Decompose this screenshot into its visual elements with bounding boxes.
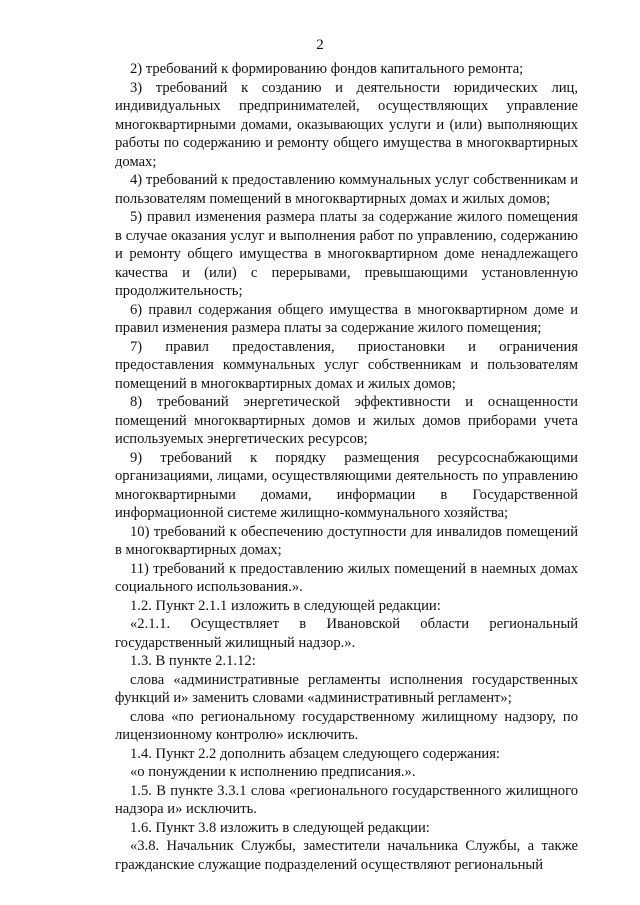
paragraph: «о понуждении к исполнению предписания.». bbox=[130, 764, 416, 780]
paragraph: 3) требований к созданию и деятельности юридических лиц, индивидуальных предпринимателей, осуществляющих управление многоквартирными домами, оказывающих услуги и (или) выполняющих работы по содержанию и ремонту общего имущества в многоквартирных домах; bbox=[115, 79, 578, 170]
paragraph: 4) требований к предоставлению коммунальных услуг собственникам и пользователям помещений в многоквартирных домах и жилых домов; bbox=[115, 172, 578, 207]
paragraph: 7) правил предоставления, приостановки и ограничения предоставления коммунальных услуг собственникам и пользователям помещений в многоквартирных домах и жилых домов; bbox=[115, 338, 578, 392]
paragraph: 2) требований к формированию фондов капитального ремонта; bbox=[130, 61, 524, 77]
paragraph: «3.8. Начальник Службы, заместители начальника Службы, а также гражданские служащие подразделений осуществляют региональный bbox=[115, 838, 578, 873]
page-number: 2 bbox=[316, 37, 324, 53]
paragraph: 1.2. Пункт 2.1.1 изложить в следующей редакции: bbox=[130, 597, 441, 614]
paragraph: 11) требований к предоставлению жилых помещений в наемных домах социального использования.». bbox=[115, 560, 578, 595]
paragraph: 1.3. В пункте 2.1.12: bbox=[130, 653, 256, 669]
paragraph: 1.5. В пункте 3.3.1 слова «регионального государственного жилищного надзора и» исключить. bbox=[115, 782, 578, 817]
paragraph: 6) правил содержания общего имущества в многоквартирном доме и правил изменения размера платы за содержание жилого помещения; bbox=[115, 301, 578, 336]
paragraph: «2.1.1. Осуществляет в Ивановской области региональный государственный жилищный надзор.». bbox=[115, 616, 578, 651]
paragraph: 10) требований к обеспечению доступности для инвалидов помещений в многоквартирных домах; bbox=[115, 523, 578, 558]
paragraph: слова «по региональному государственному жилищному надзору, по лицензионному контролю» исключить. bbox=[115, 708, 578, 743]
paragraph: 1.4. Пункт 2.2 дополнить абзацем следующего содержания: bbox=[130, 745, 500, 762]
paragraph: 1.6. Пункт 3.8 изложить в следующей редакции: bbox=[130, 819, 430, 836]
paragraph: 9) требований к порядку размещения ресурсоснабжающими организациями, лицами, осуществляющими деятельность по управлению многоквартирными домами, информации в Государственной информационной системе жилищно-коммунального хозяйства; bbox=[115, 449, 578, 521]
paragraph: слова «административные регламенты исполнения государственных функций и» заменить словами «административный регламент»; bbox=[115, 671, 578, 706]
paragraph: 5) правил изменения размера платы за содержание жилого помещения в случае оказания услуг и выполнения работ по управлению, содержанию и ремонту общего имущества в многоквартирном доме ненадлежащего качества и (или) с перерывами, превышающими установленную продолжительность; bbox=[115, 209, 578, 299]
document-body bbox=[115, 60, 578, 874]
paragraph: 8) требований энергетической эффективности и оснащенности помещений многоквартирных домов и жилых домов приборами учета используемых энергетических ресурсов; bbox=[115, 394, 578, 447]
